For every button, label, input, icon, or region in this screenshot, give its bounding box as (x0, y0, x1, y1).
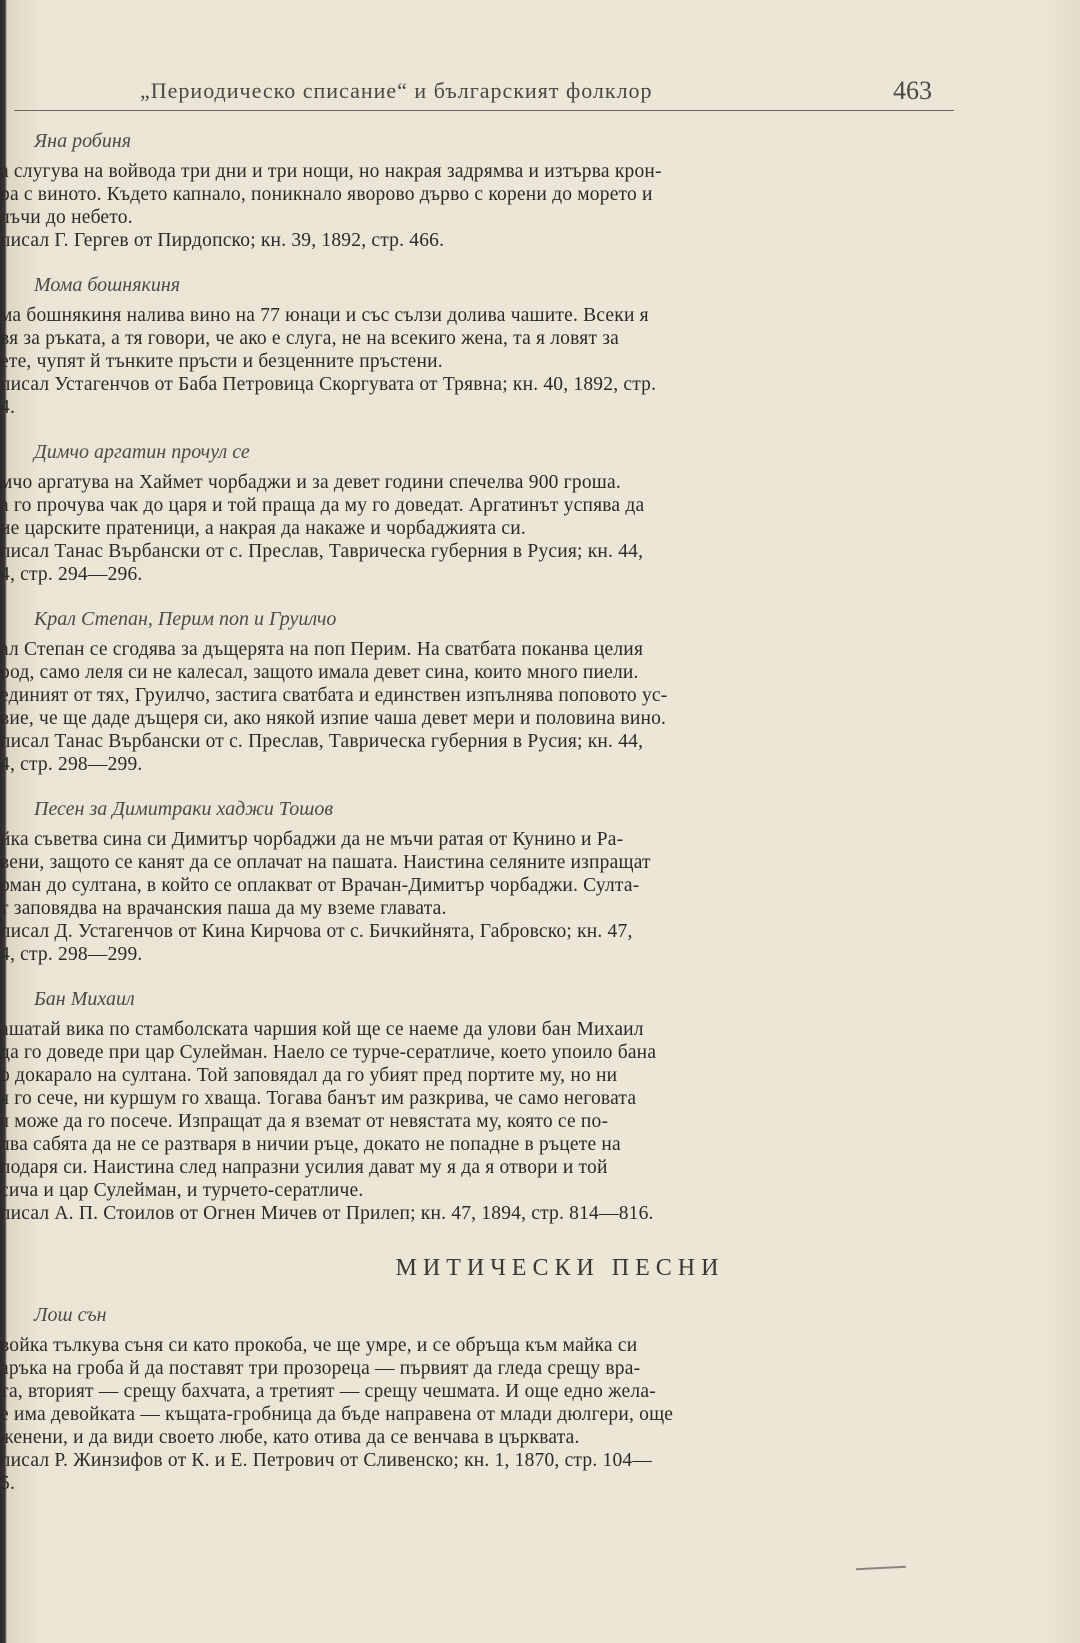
entry (0, 439, 960, 586)
text-line: ма бошнякиня налива вино на 77 юнаци и със сълзи долива чашите. Всеки я (0, 305, 649, 326)
entry-title: Мома бошнякиня (34, 274, 181, 296)
page-number: 463 (893, 76, 932, 105)
source-line: писал А. П. Стоилов от Огнен Мичев от Прилеп; кн. 47, 1894, стр. 814—816. (0, 1203, 654, 1224)
text-line: т заповядва на врачанския паша да му вземе главата. (0, 898, 447, 919)
entry-title: Лош сън (34, 1304, 107, 1326)
text-line: подаря си. Наистина след напразни усилия дават му я да я отвори и той (0, 1157, 608, 1178)
entry (0, 986, 960, 1225)
text-line: аръка на гроба й да поставят три прозореца — първият да гледа срещу вра- (0, 1358, 641, 1379)
entry-body (0, 471, 960, 586)
entry (0, 272, 960, 419)
source-line: писал Д. Устагенчов от Кина Кирчова от с. Бичкийнята, Габровско; кн. 47, (0, 921, 633, 942)
source-line: писал Танас Върбански от с. Преслав, Таврическа губерния в Русия; кн. 44, (0, 541, 644, 562)
text-line: е има девойката — къщата-гробница да бъде направена от млади дюлгери, още (0, 1404, 674, 1425)
entry-body (0, 160, 960, 252)
text-line: единият от тях, Груилчо, застига сватбата и единствен изпълнява поповото ус- (0, 685, 668, 706)
entry (0, 128, 960, 252)
entry (0, 606, 960, 776)
text-line: вие, че ще даде дъщеря си, ако някой изпие чаша девет мери и половина вино. (0, 708, 667, 729)
text-line: а го прочува чак до царя и той праща да му го доведат. Аргатинът успява да (0, 495, 645, 516)
text-line: лъчи до небето. (0, 207, 133, 228)
entry-title: Песен за Димитраки хаджи Тошов (34, 798, 334, 820)
page-content (0, 128, 960, 1515)
pencil-mark (856, 1566, 906, 1571)
text-line: ете, чупят й тънките пръсти и безценните пръстени. (0, 351, 443, 372)
entry (0, 1302, 960, 1495)
text-line: да го доведе при цар Сулейман. Наело се турче-сератличе, което упоило бана (0, 1042, 657, 1063)
text-line: рман до султана, в който се оплакват от Врачан-Димитър чорбаджи. Султа- (0, 875, 640, 896)
text-line: та, вторият — срещу бахчата, а третият — срещу чешмата. И още едно жела- (0, 1381, 656, 1402)
text-line: женени, и да види своето любе, като отива да се венчава в църквата. (0, 1427, 580, 1448)
source-line: 4. (0, 397, 16, 418)
entry-title: Бан Михаил (34, 988, 135, 1010)
text-line: сича и цар Сулейман, и турчето-сератличе. (0, 1180, 364, 1201)
source-line: 5. (0, 1473, 16, 1494)
entry-title: Крал Степан, Перим поп и Груилчо (34, 608, 337, 630)
text-line: мчо аргатува на Хаймет чорбаджи и за девет години спечелва 900 гроша. (0, 472, 621, 493)
text-line: о докарало на султана. Той заповядал да го убият пред портите му, но ни (0, 1065, 618, 1086)
entry-body (0, 1334, 960, 1495)
text-line: а слугува на войвода три дни и три нощи, но накрая задрямва и изтърва крон- (0, 161, 662, 182)
text-line: ал Степан се сгодява за дъщерята на поп Перим. На сватбата поканва целия (0, 639, 644, 660)
source-line: 4, стр. 298—299. (0, 944, 143, 965)
entry (0, 796, 960, 966)
section-heading: МИТИЧЕСКИ ПЕСНИ (395, 1255, 725, 1281)
text-line: ие царските пратеници, а накрая да накаже и чорбаджията си. (0, 518, 526, 539)
text-line: ашатай вика по стамболската чаршия кой ще се наеме да улови бан Михаил (0, 1019, 644, 1040)
source-line: писал Г. Гергев от Пирдопско; кн. 39, 1892, стр. 466. (0, 230, 445, 251)
entry-title: Яна робиня (34, 130, 132, 152)
text-line: вени, защото се канят да се оплачат на пашата. Наистина селяните изпращат (0, 852, 651, 873)
text-line: я го сече, ни куршум го хваща. Тогава банът им разкрива, че само неговата (0, 1088, 637, 1109)
source-line: писал Р. Жинзифов от К. и Е. Петрович от Сливенско; кн. 1, 1870, стр. 104— (0, 1450, 653, 1471)
text-line: лва сабята да не се разтваря в ничии ръце, докато не попадне в ръцете на (0, 1134, 621, 1155)
page-header (0, 72, 1080, 112)
text-line: я може да го посече. Изпращат да я вземат от невястата му, която се по- (0, 1111, 609, 1132)
entry-body (0, 1018, 960, 1225)
source-line: писал Устагенчов от Баба Петровица Скоргувата от Трявна; кн. 40, 1892, стр. (0, 374, 657, 395)
text-line: вя за ръката, а тя говори, че ако е слуга, не на всекиго жена, та я ловят за (0, 328, 620, 349)
text-line: войка тълкува съня си като прокоба, че ще умре, и се обръща към майка си (0, 1335, 638, 1356)
source-line: 4, стр. 294—296. (0, 564, 143, 585)
header-rule (14, 110, 954, 111)
entry-body (0, 638, 960, 776)
source-line: 4, стр. 298—299. (0, 754, 143, 775)
source-line: писал Танас Върбански от с. Преслав, Таврическа губерния в Русия; кн. 44, (0, 731, 644, 752)
text-line: йка съветва сина си Димитър чорбаджи да не мъчи ратая от Кунино и Ра- (0, 829, 624, 850)
text-line: род, само леля си не калесал, защото имала девет сина, които много пиели. (0, 662, 639, 683)
running-title: „Периодическо списание“ и българският фолклор (140, 78, 653, 103)
entry-title: Димчо аргатин прочул се (34, 441, 250, 463)
entry-body (0, 828, 960, 966)
entry-body (0, 304, 960, 419)
text-line: ра с виното. Където капнало, поникнало яворово дърво с корени до морето и (0, 184, 653, 205)
